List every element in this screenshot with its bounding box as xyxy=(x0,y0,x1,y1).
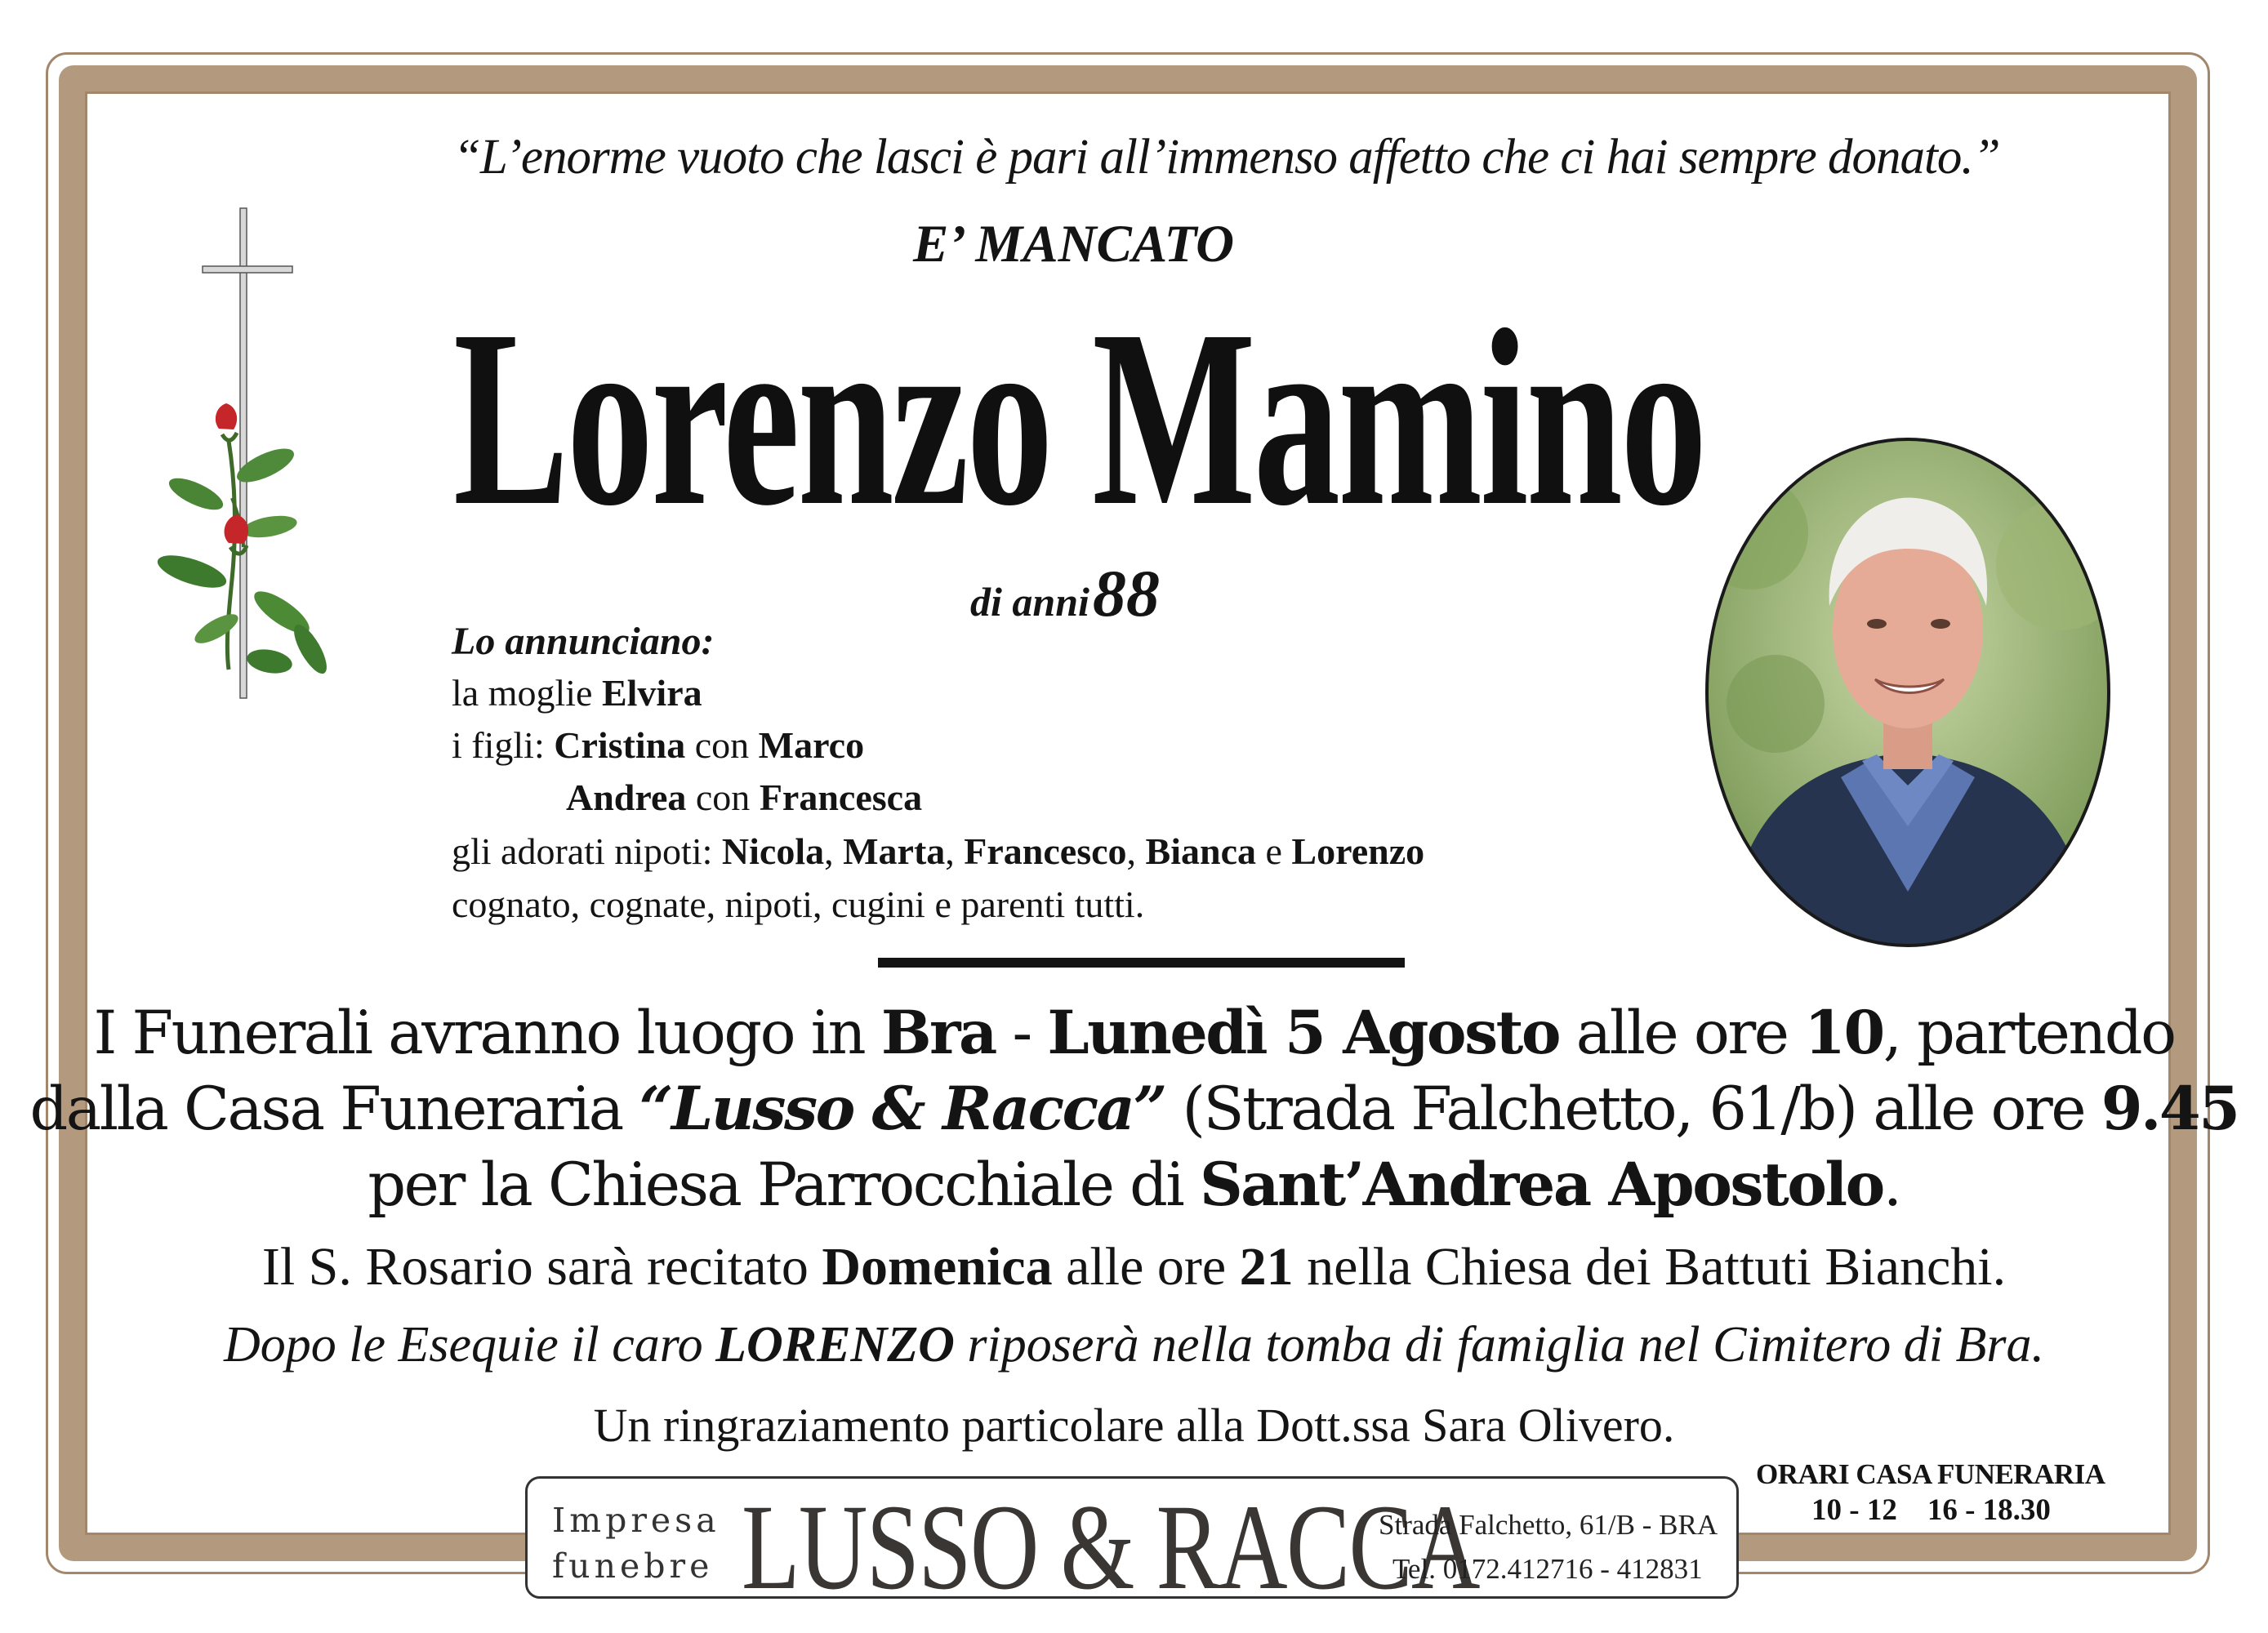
funeral-line-3: per la Chiesa Parrocchiale di Sant’Andrea Apostolo. xyxy=(368,1150,1900,1220)
hours-title: ORARI CASA FUNERARIA xyxy=(1756,1458,2105,1490)
rosary-line: Il S. Rosario sarà recitato Domenica alle ore 21 nella Chiesa dei Battuti Bianchi. xyxy=(261,1237,2007,1297)
hours-value: 10 - 12 16 - 18.30 xyxy=(1811,1493,2051,1527)
funeral-line-1: I Funerali avranno luogo in Bra - Lunedì 5 Agosto alle ore 10, partendo xyxy=(93,998,2175,1068)
funeral-home-phone: Tel. 0172.412716 - 412831 xyxy=(1392,1553,1703,1585)
funebre-label: funebre xyxy=(552,1546,714,1586)
funeral-home-brand: LUSSO & RACCA xyxy=(742,1479,1479,1615)
announcement-heading: Lo annunciano: xyxy=(452,620,715,663)
thanks-line: Un ringraziamento particolare alla Dott.ssa Sara Olivero. xyxy=(593,1399,1675,1452)
family-line-children: i figli: Cristina con Marco xyxy=(452,724,865,766)
family-line-wife: la moglie Elvira xyxy=(452,672,702,714)
deceased-name: Lorenzo Mamino xyxy=(453,278,1705,558)
funeral-home-address: Strada Falchetto, 61/B - BRA xyxy=(1379,1509,1718,1541)
burial-line: Dopo le Esequie il caro LORENZO riposerà nella tomba di famiglia nel Cimitero di Bra. xyxy=(224,1317,2044,1373)
age-value: 88 xyxy=(1092,556,1160,630)
age-line xyxy=(970,555,1160,632)
funeral-line-2: dalla Casa Funeraria “Lusso & Racca” (Strada Falchetto, 61/b) alle ore 9.45 xyxy=(29,1074,2239,1144)
age-label: di anni xyxy=(970,579,1089,625)
family-line-children-2: Andrea con Francesca xyxy=(566,776,923,818)
portrait-photo xyxy=(1702,434,2114,950)
memorial-quote: “L’enorme vuoto che lasci è pari all’immenso affetto che ci hai sempre donato.” xyxy=(453,130,2000,185)
cross-with-roses-icon xyxy=(147,204,359,702)
section-divider xyxy=(878,958,1405,968)
family-line-relatives: cognato, cognate, nipoti, cugini e parenti tutti. xyxy=(452,883,1145,925)
family-line-grandchildren: gli adorati nipoti: Nicola, Marta, Francesco, Bianca e Lorenzo xyxy=(452,830,1425,872)
death-heading: E’ MANCATO xyxy=(913,215,1235,274)
impresa-label: Impresa xyxy=(552,1501,720,1540)
